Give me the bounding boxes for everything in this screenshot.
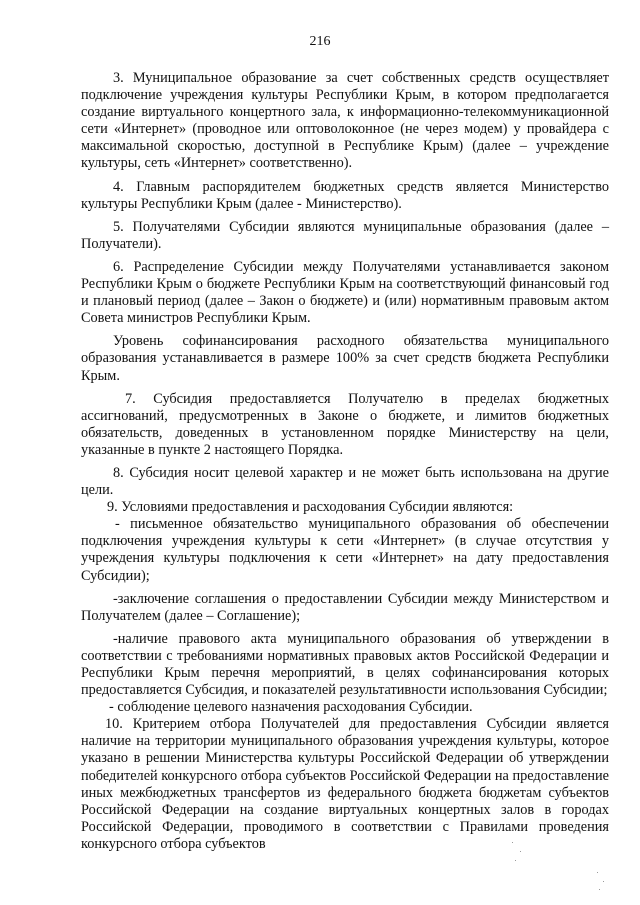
paragraph-4: 4. Главным распорядителем бюджетных средств является Министерство культуры Республики Крым (далее - Министерство). [81,178,609,212]
paragraph-cofinancing: Уровень софинансирования расходного обязательства муниципального образования устанавливается в размере 100% за счет средств бюджета Республики Крым. [81,333,609,384]
paragraph-6: 6. Распределение Субсидии между Получателями устанавливается законом Республики Крым о бюджете Республики Крым на соответствующий финансовый год и плановый период (далее – Закон о бюджете) и (или) нормативным правовым актом Совета министров Республики Крым. [81,258,609,327]
paragraph-8: 8. Субсидия носит целевой характер и не может быть использована на другие цели. [81,464,609,499]
condition-item-3: -наличие правового акта муниципального образования об утверждении в соответствии с требованиями нормативных правовых актов Российской Федерации и Республики Крым перечня мероприятий, в целях софинансирования которых предоставляется Субсидия, и показателей результативности использования Субсидии; [81,630,609,699]
page-number: 216 [309,34,331,49]
paragraph-9: 9. Условиями предоставления и расходования Субсидии являются: [107,499,514,516]
condition-item-1: - письменное обязательство муниципального образования об обеспечении подключения учреждения культуры к сети «Интернет» (в случае отсутствия у учреждения культуры подключения к сети «Интернет» на дату предоставления Субсидии); [81,516,609,584]
document-body [81,70,609,853]
condition-item-2: -заключение соглашения о предоставлении Субсидии между Министерством и Получателем (далее – Соглашение); [81,590,609,624]
condition-item-4: - соблюдение целевого назначения расходования Субсидии. [109,699,473,716]
paragraph-5: 5. Получателями Субсидии являются муниципальные образования (далее – Получатели). [81,218,609,252]
paragraph-3: 3. Муниципальное образование за счет собственных средств осуществляет подключение учреждения культуры Республики Крым, в котором предполагается создание виртуального концертного зала, к информационно-телекоммуникационной сети «Интернет» (проводное или оптоволоконное (не через модем) у провайдера с максимальной скоростью, доступной в Республике Крым) (далее – учреждение культуры, сеть «Интернет» соответственно). [81,70,609,172]
paragraph-10: 10. Критерием отбора Получателей для предоставления Субсидии является наличие на территории муниципального образования учреждения культуры, которое указано в решении Министерства культуры Российской Федерации об утверждении победителей конкурсного отбора субъектов Российской Федерации на предоставление иных межбюджетных трансфертов из федерального бюджета бюджетам субъектов Российской Федерации на создание виртуальных концертных залов в городах Российской Федерации, проводимого в соответствии с Правилами проведения конкурсного отбора субъектов [81,716,609,852]
paragraph-7: 7. Субсидия предоставляется Получателю в пределах бюджетных ассигнований, предусмотренных в Законе о бюджете, и лимитов бюджетных обязательств, доведенных в установленном порядке Министерству на цели, указанные в пункте 2 настоящего Порядка. [81,390,609,458]
